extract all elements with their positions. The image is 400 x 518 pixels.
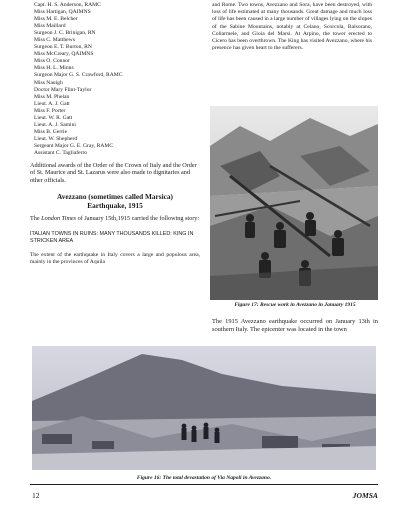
recipient-name: Lieut. A. J. Samini — [34, 121, 76, 128]
recipient-name: Assistant C. Tagliaferro — [34, 149, 88, 156]
recipient-name: Lieut. W. Shepherd — [34, 135, 78, 142]
article-text-right: and Rome. Two towns, Avezzano and Sora, have been destroyed, with loss of life estimated at many thousands. Great damage and much loss of life has been caused in a large number of villages lying on the slopes of the Sabine Mountains, notably at Celano, Scorcola, Balsorano, Collarmele, and Gioia del Marsi. At Arpino, the tower erected to Cicero has been overthrown. The King has visited Avezzano, where his presence has given heart to the sufferers. — [212, 2, 372, 52]
recipient-name: Sergeant Major G. E. Gray, RAMC — [34, 142, 114, 149]
recipient-name: Miss Maillard — [34, 23, 66, 30]
footer-divider — [30, 484, 378, 485]
times-intro — [30, 215, 200, 222]
recipient-name: Miss Nauigh — [34, 79, 63, 86]
recipient-name: Miss M. E. Belcher — [34, 16, 78, 23]
recipient-name: Surgeon J. C. Brinigan, RN — [34, 30, 96, 37]
publication-name: London Times — [41, 215, 77, 223]
right-column — [212, 2, 372, 52]
figure-17-rescue-illustration — [210, 106, 378, 300]
figure-16-devastation-photo — [32, 346, 376, 470]
recipient-name: Miss Hartigan, QAIMNS — [34, 9, 91, 16]
recipient-name: Miss O. Connor — [34, 58, 70, 65]
recipient-name: Miss McCreary, QAIMNS — [34, 51, 94, 58]
section-title-line1: Avezzano (sometimes called Marsica) — [57, 192, 173, 202]
recipient-name: Lieut. A. J. Gatt — [34, 100, 70, 107]
section-title-line2: Earthquake, 1915 — [87, 200, 143, 210]
recipient-name: Miss M. Phelan — [34, 93, 70, 100]
figure-17-caption: Figure 17: Rescue work in Avezzano in January 1915 — [234, 302, 356, 308]
times-intro-before: The — [30, 215, 42, 223]
recipient-name: Miss C. Matthews — [34, 37, 75, 44]
journal-name: JOMSA — [352, 491, 378, 500]
awards-paragraph: Additional awards of the Order of the Crown of Italy and the Order of St. Maurice and St. Lazarus were also made to dignitaries and other officials. — [30, 162, 197, 184]
page-number: 12 — [32, 491, 40, 500]
recipient-name: Miss F. Porter — [34, 107, 66, 114]
recipient-name: Miss H. L. Minns — [34, 65, 74, 72]
left-column — [30, 2, 200, 266]
recipient-name: Lieut. W. R. Gatt — [34, 114, 73, 121]
article-text-after-figure-17: The 1915 Avezzano earthquake occurred on January 13th in southern Italy. The epicenter was located in the town — [212, 318, 378, 333]
recipient-name: Capt. H. S. Anderson, RAMC — [34, 2, 101, 8]
recipient-name: Surgeon E. T. Burton, RN — [34, 44, 92, 51]
section-title — [30, 193, 200, 210]
news-headline: ITALIAN TOWNS IN RUINS: MANY THOUSANDS KILLED: KING IN STRICKEN AREA — [30, 230, 194, 244]
recipient-name: Surgeon Major G. S. Crawford, RAMC — [34, 72, 123, 79]
recipient-name: Miss B. Gerrie — [34, 128, 68, 135]
article-text-left: The extent of the earthquake in Italy covers a large and populous area, mainly in the provinces of Aquila — [30, 252, 200, 266]
award-recipients-list — [34, 2, 200, 157]
recipient-name: Doctor Mary Flint-Taylor — [34, 86, 92, 93]
times-intro-after: of January 15th,1915 carried the following story: — [76, 215, 200, 223]
figure-16-caption: Figure 16: The total devastation of Via Napoli in Avezzano. — [136, 475, 272, 481]
